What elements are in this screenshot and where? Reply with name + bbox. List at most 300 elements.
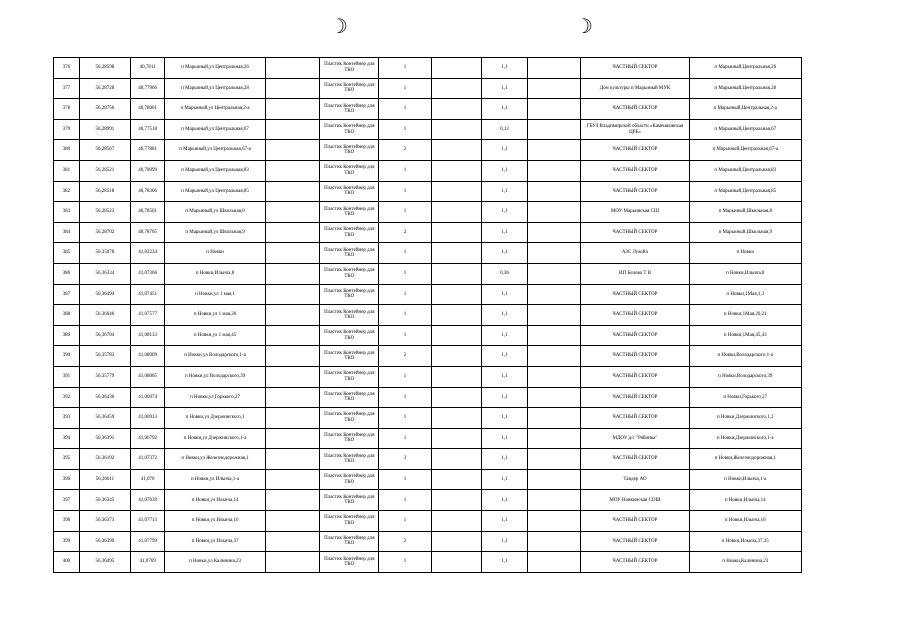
empty-cell xyxy=(265,284,320,305)
table-row xyxy=(54,366,802,387)
latitude-cell: 56,36436 xyxy=(79,387,130,408)
longitude-cell: 41,06974 xyxy=(131,387,165,408)
address-cell: п Марьиный,ул Центральная,2-а xyxy=(165,99,266,120)
empty-cell xyxy=(527,408,581,429)
container-count-cell: 3 xyxy=(379,449,431,470)
empty-cell xyxy=(431,284,481,305)
container-count-cell: 1 xyxy=(379,511,431,532)
owner-cell: АЗС Лукойл xyxy=(581,243,689,264)
waste-source-cell: п Новки,Володарского,1-а xyxy=(689,346,801,367)
address-cell: п Новки,ул Ильича,16 xyxy=(165,511,266,532)
longitude-cell: 40,77966 xyxy=(131,78,165,99)
empty-cell xyxy=(265,99,320,120)
container-count-cell: 1 xyxy=(379,243,431,264)
empty-cell xyxy=(265,449,320,470)
latitude-cell: 56,28598 xyxy=(79,58,130,79)
container-volume-cell: 1,1 xyxy=(481,490,527,511)
container-count-cell: 1 xyxy=(379,160,431,181)
empty-cell xyxy=(265,469,320,490)
longitude-cell: 41,08009 xyxy=(131,346,165,367)
empty-cell xyxy=(265,222,320,243)
empty-cell xyxy=(265,58,320,79)
row-number-cell: 379 xyxy=(54,119,80,140)
address-cell: п Марьиный,ул Школьная,8 xyxy=(165,202,266,223)
container-volume-cell: 1,1 xyxy=(481,325,527,346)
empty-cell xyxy=(527,181,581,202)
address-cell: п Марьиный,ул Центральная,28 xyxy=(165,78,266,99)
table-row xyxy=(54,202,802,223)
container-volume-cell: 1,1 xyxy=(481,305,527,326)
row-number-cell: 389 xyxy=(54,325,80,346)
waste-source-cell: п Марьиный,Центральная,2-а xyxy=(689,99,801,120)
longitude-cell: 41,06792 xyxy=(131,428,165,449)
container-type-cell: Пластик Контейнер для ТКО xyxy=(320,408,379,429)
waste-source-cell: п Новки,1Мая,45,43 xyxy=(689,325,801,346)
container-count-cell: 1 xyxy=(379,428,431,449)
latitude-cell: 56,36646 xyxy=(79,305,130,326)
container-volume-cell: 1,1 xyxy=(481,428,527,449)
latitude-cell: 56,36704 xyxy=(79,325,130,346)
table-row xyxy=(54,387,802,408)
row-number-cell: 395 xyxy=(54,449,80,470)
table-body xyxy=(54,58,802,573)
latitude-cell: 56,36494 xyxy=(79,284,130,305)
empty-cell xyxy=(431,511,481,532)
container-count-cell: 1 xyxy=(379,469,431,490)
waste-source-cell: п Новки,Дзержинского,1-а xyxy=(689,428,801,449)
container-volume-cell: 0,12 xyxy=(481,119,527,140)
container-type-cell: Пластик Контейнер для ТКО xyxy=(320,78,379,99)
table-row xyxy=(54,119,802,140)
waste-source-cell: п Марьиный,Центральная,67-а xyxy=(689,140,801,161)
owner-cell: ЧАСТНЫЙ СЕКТОР xyxy=(581,449,689,470)
empty-cell xyxy=(431,531,481,552)
latitude-cell: 56,35078 xyxy=(79,243,130,264)
table-row xyxy=(54,511,802,532)
empty-cell xyxy=(527,449,581,470)
empty-cell xyxy=(527,58,581,79)
waste-source-cell: п Новки,Ильича,37,35 xyxy=(689,531,801,552)
latitude-cell: 56,28702 xyxy=(79,222,130,243)
address-cell: п Новки,ул Железнодорожная,1 xyxy=(165,449,266,470)
container-volume-cell: 1,1 xyxy=(481,552,527,573)
address-cell: п Марьиный,ул Центральная,67 xyxy=(165,119,266,140)
empty-cell xyxy=(527,387,581,408)
container-site-table xyxy=(53,57,802,573)
waste-source-cell: п Новки,Ильича,8 xyxy=(689,263,801,284)
address-cell: п Новки,ул Ильича,14 xyxy=(165,490,266,511)
owner-cell: ЧАСТНЫЙ СЕКТОР xyxy=(581,366,689,387)
container-type-cell: Пластик Контейнер для ТКО xyxy=(320,119,379,140)
waste-source-cell: п Марьиный,Центральная,85 xyxy=(689,181,801,202)
address-cell: п Новки,ул Ильича,1-а xyxy=(165,469,266,490)
page-mark-left: ☽ xyxy=(330,14,348,38)
owner-cell: ЧАСТНЫЙ СЕКТОР xyxy=(581,387,689,408)
row-number-cell: 377 xyxy=(54,78,80,99)
longitude-cell: 41,02234 xyxy=(131,243,165,264)
empty-cell xyxy=(527,243,581,264)
owner-cell: ЧАСТНЫЙ СЕКТОР xyxy=(581,511,689,532)
container-volume-cell: 0,36 xyxy=(481,263,527,284)
owner-cell: МОУ Марьинская СШ xyxy=(581,202,689,223)
waste-source-cell: п Новки,Железнодорожная,1 xyxy=(689,449,801,470)
empty-cell xyxy=(527,366,581,387)
row-number-cell: 390 xyxy=(54,346,80,367)
table-row xyxy=(54,181,802,202)
container-volume-cell: 1,1 xyxy=(481,160,527,181)
container-type-cell: Пластик Контейнер для ТКО xyxy=(320,511,379,532)
empty-cell xyxy=(431,119,481,140)
empty-cell xyxy=(431,408,481,429)
owner-cell: ЧАСТНЫЙ СЕКТОР xyxy=(581,160,689,181)
latitude-cell: 56,36391 xyxy=(79,428,130,449)
latitude-cell: 56,28728 xyxy=(79,78,130,99)
empty-cell xyxy=(265,511,320,532)
address-cell: п Новки,ул Калинина,23 xyxy=(165,552,266,573)
empty-cell xyxy=(265,366,320,387)
longitude-cell: 41,08133 xyxy=(131,325,165,346)
empty-cell xyxy=(431,449,481,470)
table-row xyxy=(54,78,802,99)
empty-cell xyxy=(265,428,320,449)
empty-cell xyxy=(527,99,581,120)
container-volume-cell: 1,1 xyxy=(481,202,527,223)
row-number-cell: 382 xyxy=(54,181,80,202)
empty-cell xyxy=(431,552,481,573)
container-count-cell: 1 xyxy=(379,119,431,140)
container-type-cell: Пластик Контейнер для ТКО xyxy=(320,531,379,552)
container-count-cell: 2 xyxy=(379,346,431,367)
row-number-cell: 399 xyxy=(54,531,80,552)
container-type-cell: Пластик Контейнер для ТКО xyxy=(320,140,379,161)
waste-source-cell: п Марьиный,Центральная,28 xyxy=(689,78,801,99)
address-cell: п Новки,ул Дзержинского,1-а xyxy=(165,428,266,449)
table-row xyxy=(54,263,802,284)
container-type-cell: Пластик Контейнер для ТКО xyxy=(320,449,379,470)
address-cell: п Новки xyxy=(165,243,266,264)
waste-source-cell: п Новки,Ильича,1-а xyxy=(689,469,801,490)
container-count-cell: 1 xyxy=(379,78,431,99)
latitude-cell: 56,35783 xyxy=(79,346,130,367)
table-row xyxy=(54,325,802,346)
empty-cell xyxy=(431,78,481,99)
row-number-cell: 381 xyxy=(54,160,80,181)
owner-cell: МОУ Новкинская СОШ xyxy=(581,490,689,511)
container-count-cell: 1 xyxy=(379,263,431,284)
table-row xyxy=(54,140,802,161)
address-cell: п Марьиный,ул Школьная,9 xyxy=(165,222,266,243)
latitude-cell: 56,36495 xyxy=(79,552,130,573)
waste-source-cell: п Новки,Дзержинского,1,2 xyxy=(689,408,801,429)
row-number-cell: 386 xyxy=(54,263,80,284)
table-row xyxy=(54,160,802,181)
row-number-cell: 392 xyxy=(54,387,80,408)
empty-cell xyxy=(265,552,320,573)
address-cell: п Новки,ул Дзержинского,1 xyxy=(165,408,266,429)
container-volume-cell: 1,1 xyxy=(481,243,527,264)
container-type-cell: Пластик Контейнер для ТКО xyxy=(320,469,379,490)
container-type-cell: Пластик Контейнер для ТКО xyxy=(320,222,379,243)
owner-cell: ЧАСТНЫЙ СЕКТОР xyxy=(581,222,689,243)
longitude-cell: 40,78501 xyxy=(131,202,165,223)
longitude-cell: 41,07713 xyxy=(131,511,165,532)
empty-cell xyxy=(265,119,320,140)
row-number-cell: 376 xyxy=(54,58,80,79)
container-volume-cell: 1,1 xyxy=(481,284,527,305)
container-volume-cell: 1,1 xyxy=(481,366,527,387)
empty-cell xyxy=(431,160,481,181)
owner-cell: ЧАСТНЫЙ СЕКТОР xyxy=(581,346,689,367)
container-volume-cell: 1,1 xyxy=(481,408,527,429)
latitude-cell: 56,28518 xyxy=(79,181,130,202)
container-type-cell: Пластик Контейнер для ТКО xyxy=(320,346,379,367)
empty-cell xyxy=(265,243,320,264)
container-count-cell: 1 xyxy=(379,490,431,511)
longitude-cell: 40,78306 xyxy=(131,181,165,202)
row-number-cell: 383 xyxy=(54,202,80,223)
container-count-cell: 2 xyxy=(379,140,431,161)
table-row xyxy=(54,243,802,264)
owner-cell: ИП Белова Т В xyxy=(581,263,689,284)
empty-cell xyxy=(527,140,581,161)
longitude-cell: 41,07366 xyxy=(131,263,165,284)
container-type-cell: Пластик Контейнер для ТКО xyxy=(320,325,379,346)
empty-cell xyxy=(265,531,320,552)
container-volume-cell: 1,1 xyxy=(481,511,527,532)
empty-cell xyxy=(265,305,320,326)
waste-source-cell: п Марьиный,Школьная,9 xyxy=(689,222,801,243)
container-volume-cell: 1,1 xyxy=(481,78,527,99)
longitude-cell: 41,07639 xyxy=(131,490,165,511)
row-number-cell: 388 xyxy=(54,305,80,326)
address-cell: п Новки,ул Горького,27 xyxy=(165,387,266,408)
empty-cell xyxy=(431,263,481,284)
address-cell: п Новки,ул 1 мая,1 xyxy=(165,284,266,305)
empty-cell xyxy=(527,511,581,532)
table-row xyxy=(54,469,802,490)
owner-cell: ЧАСТНЫЙ СЕКТОР xyxy=(581,99,689,120)
container-volume-cell: 1,1 xyxy=(481,99,527,120)
container-volume-cell: 1,1 xyxy=(481,58,527,79)
owner-cell: ЧАСТНЫЙ СЕКТОР xyxy=(581,325,689,346)
empty-cell xyxy=(527,160,581,181)
latitude-cell: 56,28567 xyxy=(79,140,130,161)
address-cell: п Марьиный,ул Центральная,83 xyxy=(165,160,266,181)
waste-source-cell: п Новки,1Мая,1,3 xyxy=(689,284,801,305)
owner-cell: ЧАСТНЫЙ СЕКТОР xyxy=(581,58,689,79)
table-row xyxy=(54,346,802,367)
empty-cell xyxy=(431,469,481,490)
owner-cell: ЧАСТНЫЙ СЕКТОР xyxy=(581,305,689,326)
row-number-cell: 391 xyxy=(54,366,80,387)
empty-cell xyxy=(265,140,320,161)
container-volume-cell: 1,1 xyxy=(481,346,527,367)
waste-source-cell: п Новки,Ильича,14 xyxy=(689,490,801,511)
waste-source-cell: п Марьиный,Центральная,26 xyxy=(689,58,801,79)
container-count-cell: 1 xyxy=(379,552,431,573)
table-row xyxy=(54,99,802,120)
latitude-cell: 56,28523 xyxy=(79,202,130,223)
empty-cell xyxy=(527,78,581,99)
empty-cell xyxy=(431,202,481,223)
row-number-cell: 384 xyxy=(54,222,80,243)
latitude-cell: 56,36192 xyxy=(79,449,130,470)
container-type-cell: Пластик Контейнер для ТКО xyxy=(320,552,379,573)
empty-cell xyxy=(527,222,581,243)
container-type-cell: Пластик Контейнер для ТКО xyxy=(320,58,379,79)
container-volume-cell: 1,1 xyxy=(481,181,527,202)
longitude-cell: 40,77518 xyxy=(131,119,165,140)
container-type-cell: Пластик Контейнер для ТКО xyxy=(320,490,379,511)
empty-cell xyxy=(527,490,581,511)
container-type-cell: Пластик Контейнер для ТКО xyxy=(320,181,379,202)
container-count-cell: 1 xyxy=(379,305,431,326)
empty-cell xyxy=(527,263,581,284)
empty-cell xyxy=(431,346,481,367)
container-count-cell: 1 xyxy=(379,181,431,202)
longitude-cell: 40,78705 xyxy=(131,222,165,243)
container-count-cell: 2 xyxy=(379,531,431,552)
latitude-cell: 56,36399 xyxy=(79,531,130,552)
longitude-cell: 41,07451 xyxy=(131,284,165,305)
owner-cell: ЧАСТНЫЙ СЕКТОР xyxy=(581,284,689,305)
row-number-cell: 380 xyxy=(54,140,80,161)
container-volume-cell: 1,1 xyxy=(481,140,527,161)
empty-cell xyxy=(527,552,581,573)
empty-cell xyxy=(431,243,481,264)
container-volume-cell: 1,1 xyxy=(481,222,527,243)
empty-cell xyxy=(265,346,320,367)
empty-cell xyxy=(431,58,481,79)
row-number-cell: 400 xyxy=(54,552,80,573)
waste-source-cell: п Новки xyxy=(689,243,801,264)
container-type-cell: Пластик Контейнер для ТКО xyxy=(320,428,379,449)
empty-cell xyxy=(527,305,581,326)
row-number-cell: 397 xyxy=(54,490,80,511)
owner-cell: ЧАСТНЫЙ СЕКТОР xyxy=(581,408,689,429)
longitude-cell: 41,076 xyxy=(131,469,165,490)
waste-source-cell: п Марьиный,Центральная,83 xyxy=(689,160,801,181)
table-row xyxy=(54,490,802,511)
empty-cell xyxy=(527,346,581,367)
empty-cell xyxy=(431,305,481,326)
table-row xyxy=(54,222,802,243)
container-type-cell: Пластик Контейнер для ТКО xyxy=(320,202,379,223)
longitude-cell: 41,07799 xyxy=(131,531,165,552)
address-cell: п Марьиный,ул Центральная,67-а xyxy=(165,140,266,161)
empty-cell xyxy=(431,99,481,120)
empty-cell xyxy=(431,387,481,408)
owner-cell: МДОУ д/с "Рябинка" xyxy=(581,428,689,449)
container-count-cell: 1 xyxy=(379,325,431,346)
empty-cell xyxy=(431,325,481,346)
container-type-cell: Пластик Контейнер для ТКО xyxy=(320,366,379,387)
address-cell: п Новки,ул Володарского,39 xyxy=(165,366,266,387)
container-type-cell: Пластик Контейнер для ТКО xyxy=(320,284,379,305)
container-volume-cell: 1,1 xyxy=(481,449,527,470)
empty-cell xyxy=(527,469,581,490)
address-cell: п Новки,ул Ильича,37 xyxy=(165,531,266,552)
empty-cell xyxy=(265,387,320,408)
latitude-cell: 56,36334 xyxy=(79,263,130,284)
latitude-cell: 56,36459 xyxy=(79,408,130,429)
empty-cell xyxy=(265,78,320,99)
container-count-cell: 1 xyxy=(379,99,431,120)
table-row xyxy=(54,531,802,552)
container-type-cell: Пластик Контейнер для ТКО xyxy=(320,160,379,181)
row-number-cell: 385 xyxy=(54,243,80,264)
waste-source-cell: п Марьиный,Школьная,8 xyxy=(689,202,801,223)
empty-cell xyxy=(265,325,320,346)
table-row xyxy=(54,305,802,326)
longitude-cell: 40,78099 xyxy=(131,160,165,181)
empty-cell xyxy=(431,181,481,202)
waste-source-cell: п Новки,Калинина,23 xyxy=(689,552,801,573)
longitude-cell: 40,7811 xyxy=(131,58,165,79)
empty-cell xyxy=(431,428,481,449)
empty-cell xyxy=(431,140,481,161)
longitude-cell: 41,08005 xyxy=(131,366,165,387)
row-number-cell: 387 xyxy=(54,284,80,305)
latitude-cell: 56,36611 xyxy=(79,469,130,490)
longitude-cell: 41,07577 xyxy=(131,305,165,326)
empty-cell xyxy=(431,490,481,511)
container-type-cell: Пластик Контейнер для ТКО xyxy=(320,387,379,408)
table-row xyxy=(54,449,802,470)
longitude-cell: 40,78001 xyxy=(131,99,165,120)
owner-cell: ЧАСТНЫЙ СЕКТОР xyxy=(581,181,689,202)
empty-cell xyxy=(527,428,581,449)
latitude-cell: 56,28521 xyxy=(79,160,130,181)
longitude-cell: 41,0769 xyxy=(131,552,165,573)
waste-source-cell: п Новки,Горького,27 xyxy=(689,387,801,408)
container-count-cell: 1 xyxy=(379,202,431,223)
empty-cell xyxy=(265,181,320,202)
empty-cell xyxy=(431,366,481,387)
owner-cell: ЧАСТНЫЙ СЕКТОР xyxy=(581,552,689,573)
waste-source-cell: п Новки,Володарского,39 xyxy=(689,366,801,387)
container-type-cell: Пластик Контейнер для ТКО xyxy=(320,243,379,264)
address-cell: п Марьиный,ул Центральная,85 xyxy=(165,181,266,202)
row-number-cell: 398 xyxy=(54,511,80,532)
container-count-cell: 1 xyxy=(379,366,431,387)
page-mark-right: ☽ xyxy=(575,14,593,38)
empty-cell xyxy=(265,408,320,429)
waste-source-cell: п Новки,Ильича,16 xyxy=(689,511,801,532)
longitude-cell: 40,77881 xyxy=(131,140,165,161)
empty-cell xyxy=(265,490,320,511)
row-number-cell: 396 xyxy=(54,469,80,490)
container-count-cell: 1 xyxy=(379,284,431,305)
longitude-cell: 41,06913 xyxy=(131,408,165,429)
empty-cell xyxy=(527,119,581,140)
table-row xyxy=(54,428,802,449)
owner-cell: ЧАСТНЫЙ СЕКТОР xyxy=(581,531,689,552)
empty-cell xyxy=(265,160,320,181)
address-cell: п Новки,ул 1 мая,20 xyxy=(165,305,266,326)
container-count-cell: 1 xyxy=(379,387,431,408)
address-cell: п Новки,Ильича,8 xyxy=(165,263,266,284)
empty-cell xyxy=(265,202,320,223)
row-number-cell: 378 xyxy=(54,99,80,120)
waste-source-cell: п Новки,1Мая,20,21 xyxy=(689,305,801,326)
owner-cell: ЧАСТНЫЙ СЕКТОР xyxy=(581,140,689,161)
table-row xyxy=(54,58,802,79)
empty-cell xyxy=(527,325,581,346)
table-row xyxy=(54,408,802,429)
empty-cell xyxy=(527,531,581,552)
container-volume-cell: 1,1 xyxy=(481,387,527,408)
